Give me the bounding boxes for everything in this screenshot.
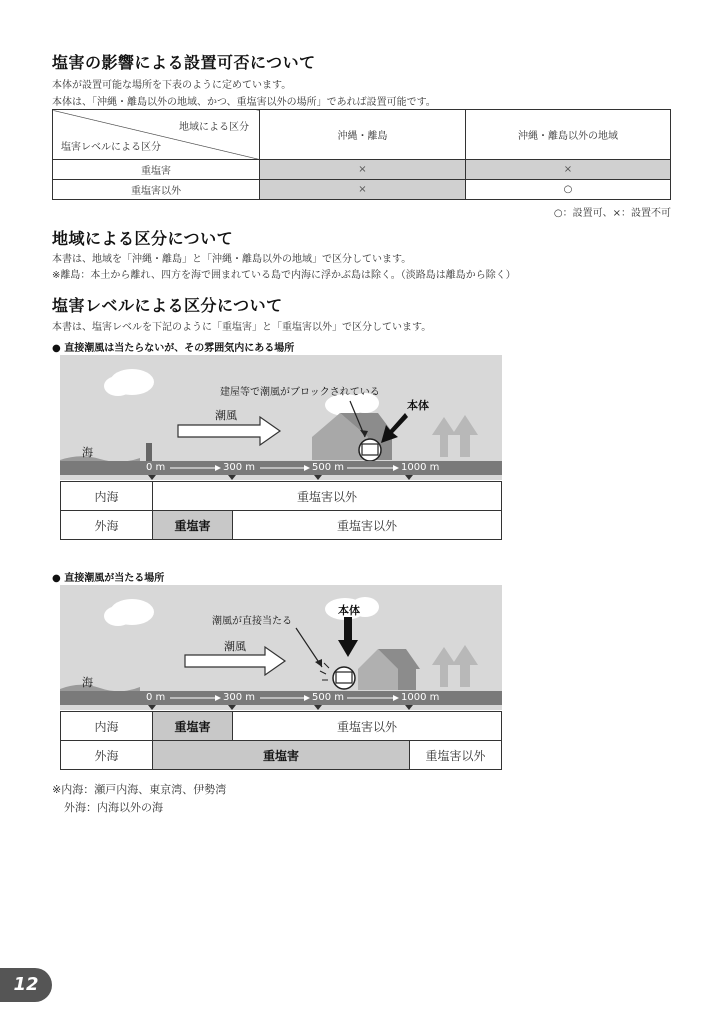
- outer-zone-heavy: 重塩害: [153, 741, 410, 770]
- distance-0: 0 m: [146, 692, 166, 703]
- wind-label: 潮風: [215, 409, 237, 422]
- distance-300: 300 m: [223, 692, 256, 703]
- sea-label: 海: [82, 446, 93, 459]
- section-title-level: 塩害レベルによる区分について: [52, 296, 283, 315]
- unit-label: 本体: [338, 604, 360, 617]
- table-legend: ○：設置可、×：設置不可: [553, 208, 671, 219]
- wind-label: 潮風: [224, 640, 246, 653]
- distance-500: 500 m: [312, 462, 345, 473]
- outer-zone-heavy: 重塩害: [153, 511, 233, 540]
- diagram2-zone-table: [60, 711, 502, 770]
- installation-table: [52, 109, 671, 200]
- inner-sea-label: 内海: [61, 712, 153, 741]
- diagram2-scene: [60, 585, 502, 710]
- tree-icon: [432, 417, 456, 457]
- outer-zone-non-heavy: 重塩害以外: [233, 511, 502, 540]
- diagram2-heading: ● 直接潮風が当たる場所: [52, 573, 165, 584]
- unit-label: 本体: [407, 399, 429, 412]
- inner-sea-label: 内海: [61, 482, 153, 511]
- diagram1-heading: ● 直接潮風は当たらないが、その雰囲気内にある場所: [52, 343, 295, 354]
- outer-zone-non-heavy: 重塩害以外: [410, 741, 502, 770]
- note-outer-sea: 外海：内海以外の海: [64, 801, 163, 814]
- table-corner-header: [53, 110, 260, 160]
- diagram1-scene: [60, 355, 502, 480]
- section-title-region: 地域による区分について: [52, 229, 234, 248]
- section1-text-1: 本体が設置可能な場所を下表のように定めています。: [52, 80, 292, 91]
- distance-1000: 1000 m: [401, 462, 440, 473]
- distance-1000: 1000 m: [401, 692, 440, 703]
- col-okinawa: 沖縄・離島: [260, 110, 466, 160]
- row-label-non-heavy: 重塩害以外: [53, 180, 260, 200]
- diagram1-zone-table: [60, 481, 502, 540]
- col-other-regions: 沖縄・離島以外の地域: [466, 110, 671, 160]
- distance-0: 0 m: [146, 462, 166, 473]
- blocked-label: 建屋等で潮風がブロックされている: [220, 387, 380, 398]
- tree-icon: [452, 415, 478, 457]
- sea-label: 海: [82, 676, 93, 689]
- inner-zone-non-heavy: 重塩害以外: [233, 712, 502, 741]
- section2-text-1: 本書は、地域を「沖縄・離島」と「沖縄・離島以外の地域」で区分しています。: [52, 254, 412, 265]
- row-label-heavy: 重塩害: [53, 160, 260, 180]
- outer-sea-label: 外海: [61, 741, 153, 770]
- header-region: 地域による区分: [179, 122, 249, 133]
- page-number: 12: [0, 968, 52, 1002]
- note-inner-sea: ※内海：瀬戸内海、東京湾、伊勢湾: [52, 783, 227, 796]
- distance-500: 500 m: [312, 692, 345, 703]
- inner-zone-heavy: 重塩害: [153, 712, 233, 741]
- outer-sea-label: 外海: [61, 511, 153, 540]
- tree-icon: [432, 647, 456, 687]
- inner-zone-non-heavy: 重塩害以外: [153, 482, 502, 511]
- direct-label: 潮風が直接当たる: [212, 616, 292, 627]
- cell-nonheavy-okinawa: ×: [260, 180, 466, 200]
- seawall: [146, 443, 152, 461]
- cell-heavy-other: ×: [466, 160, 671, 180]
- header-level: 塩害レベルによる区分: [61, 142, 161, 153]
- distance-300: 300 m: [223, 462, 256, 473]
- section3-text-1: 本書は、塩害レベルを下記のように「重塩害」と「重塩害以外」で区分しています。: [52, 322, 432, 333]
- section2-text-2: ※離島：本土から離れ、四方を海で囲まれている島で内海に浮かぶ島は除く。（淡路島は離島から除く）: [52, 270, 516, 281]
- section1-text-2: 本体は、「沖縄・離島以外の地域、かつ、重塩害以外の場所」であれば設置可能です。: [52, 97, 436, 108]
- cell-heavy-okinawa: ×: [260, 160, 466, 180]
- section-title-salt-damage: 塩害の影響による設置可否について: [52, 53, 316, 72]
- cell-nonheavy-other: ○: [466, 180, 671, 200]
- unit-pointer-arrow-icon: [338, 617, 358, 657]
- tree-icon: [452, 645, 478, 687]
